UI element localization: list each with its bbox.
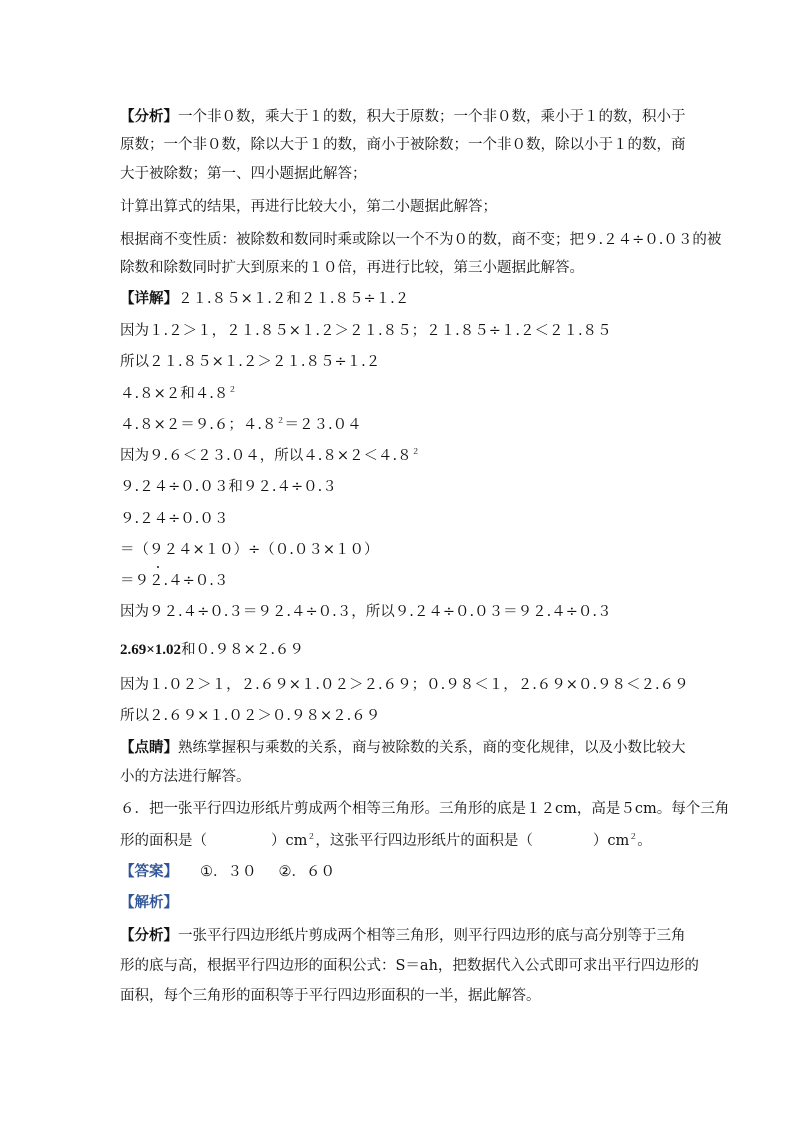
detail-line-7: ９.２４÷０.０３和９２.４÷０.３ <box>120 479 337 495</box>
comment-line-1: 【点睛】熟练掌握积与乘数的关系，商与被除数的关系，商的变化规律，以及小数比较大 <box>120 739 686 756</box>
answer-1: ①．３０ <box>200 864 257 880</box>
answer-tag: 【答案】 <box>120 863 178 880</box>
detail-line-9: ＝（９２４×１０）÷（０.０３×１０） <box>120 542 379 558</box>
detail-tag: 【详解】 <box>120 290 178 307</box>
detail-line-13: 因为１.０２＞１，２.６９×１.０２＞２.６９；０.９８＜１，２.６９×０.９８＜２.６９ <box>120 677 689 693</box>
detail-line-1: 【详解】２１.８５×１.２和２１.８５÷１.２ <box>120 290 410 307</box>
analysis-line-1: 【分析】一个非０数，乘大于１的数，积大于原数；一个非０数，乘小于１的数，积小于 <box>120 108 686 125</box>
explain-tag: 【解析】 <box>120 894 178 911</box>
analysis2-line-3: 面积，每个三角形的面积等于平行四边形面积的一半，据此解答。 <box>120 988 541 1004</box>
detail-line-3: 所以２１.８５×１.２＞２１.８５÷１.２ <box>120 354 381 370</box>
comment-tag: 【点睛】 <box>120 739 178 756</box>
analysis2-line-1: 【分析】一张平行四边形纸片剪成两个相等三角形，则平行四边形的底与高分别等于三角 <box>120 927 686 944</box>
analysis-line-6: 除数和除数同时扩大到原来的１０倍，再进行比较，第三小题据此解答。 <box>120 260 584 276</box>
comment-line-2: 小的方法进行解答。 <box>120 769 251 785</box>
question-6-line-1: ６．把一张平行四边形纸片剪成两个相等三角形。三角形的底是１２cm，高是５cm。每个三角 <box>120 801 730 817</box>
detail-line-6: 因为９.６＜２３.０４，所以$4.8\times 2<4.8^2$ <box>120 447 420 464</box>
answer-2: ②．６０ <box>278 864 335 880</box>
analysis-tag: 【分析】 <box>120 108 178 125</box>
analysis-line-3: 大于被除数；第一、四小题据此解答； <box>120 166 367 182</box>
answer-line <box>120 862 335 882</box>
analysis-line-2: 原数；一个非０数，除以大于１的数，商小于被除数；一个非０数，除以小于１的数，商 <box>120 137 686 153</box>
detail-line-8: ９.２４÷０.０３ <box>120 511 229 527</box>
analysis-line-5: 根据商不变性质：被除数和数同时乘或除以一个不为０的数，商不变；把９.２４÷０.０３的被 <box>120 232 722 248</box>
detail-line-4: ４.８×２和$4.8^2$ <box>120 385 237 402</box>
detail-line-12: 2.69×1.02和０.９８×２.６９ <box>120 642 304 658</box>
recurring-dot-mark <box>157 566 159 568</box>
analysis-line-4: 计算出算式的结果，再进行比较大小，第二小题据此解答； <box>120 199 497 215</box>
detail-line-5: ４.８×２＝９.６；$4.8^2=23.04$ <box>120 416 362 433</box>
analysis2-tag: 【分析】 <box>120 927 178 944</box>
analysis2-line-2: 形的底与高，根据平行四边形的面积公式：S＝ah，把数据代入公式即可求出平行四边形的 <box>120 958 699 974</box>
detail-line-10: ＝９２.４÷０.３ <box>120 573 229 589</box>
detail-line-11: 因为９２.４÷０.３＝９２.４÷０.３，所以９.２４÷０.０３＝９２.４÷０.３ <box>120 604 612 620</box>
detail-line-2: 因为１.２＞１，２１.８５×１.２＞２１.８５；２１.８５÷１.２＜２１.８５ <box>120 323 612 339</box>
question-6-line-2: 形的面积是（ ）$cm^2$，这张平行四边形纸片的面积是（ ）$cm^2$。 <box>120 832 652 849</box>
detail-line-14: 所以２.６９×１.０２＞０.９８×２.６９ <box>120 708 381 724</box>
